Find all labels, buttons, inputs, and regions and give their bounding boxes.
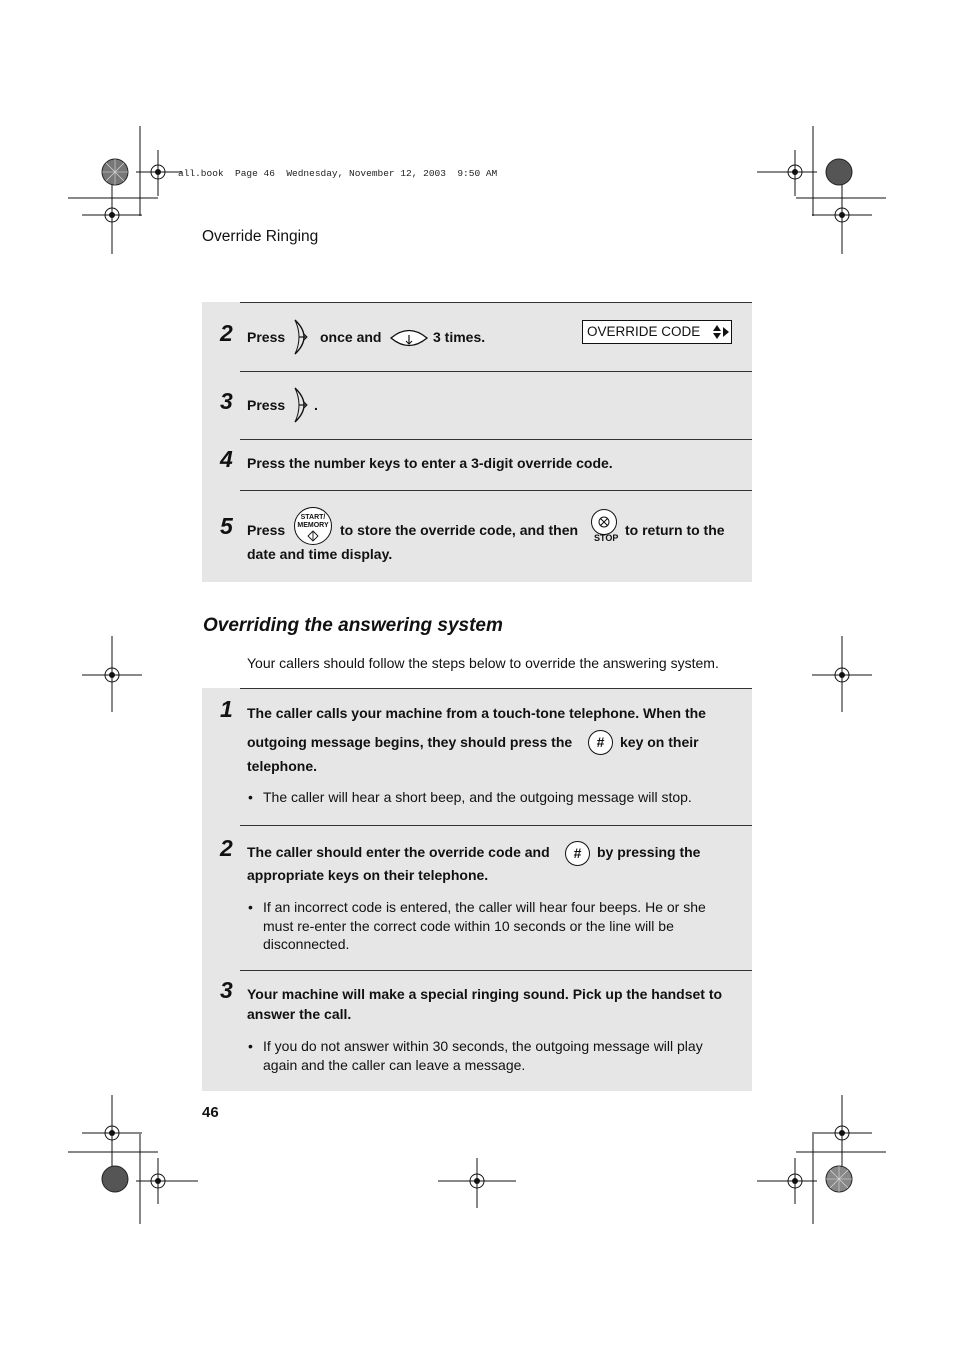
down-arrow-key-icon [389, 327, 429, 349]
step-text: answer the call. [247, 1006, 352, 1022]
step-number: 3 [220, 388, 233, 414]
memory-key-label: MEMORY [297, 522, 329, 529]
stop-symbol-icon [598, 516, 610, 528]
start-memory-key-icon [294, 507, 332, 545]
running-title: Override Ringing [202, 228, 319, 245]
step-divider [240, 825, 752, 826]
lcd-display [582, 320, 732, 344]
scroll-arrows-icon [711, 322, 731, 342]
step-divider [240, 970, 752, 971]
bullet-text: again and the caller can leave a message. [263, 1057, 526, 1073]
section-heading: Overriding the answering system [203, 615, 503, 636]
bullet-text: disconnected. [263, 936, 350, 952]
step-text: Press the number keys to enter a 3-digit override code. [247, 455, 613, 471]
step-text: to store the override code, and then [340, 522, 579, 538]
start-diamond-icon [308, 531, 318, 541]
step-divider [240, 371, 752, 372]
step-text: by pressing the [597, 844, 701, 860]
step-divider [240, 490, 752, 491]
step-text: outgoing message begins, they should press the [247, 734, 573, 750]
hash-key-label: # [596, 734, 605, 750]
step-text: 3 times. [433, 329, 486, 345]
step-number: 5 [220, 513, 233, 539]
start-key-label: START/ [300, 514, 326, 521]
stop-key-label: STOP [594, 533, 619, 543]
step-text: date and time display. [247, 546, 393, 562]
bullet-text: The caller will hear a short beep, and the outgoing message will stop. [263, 789, 692, 805]
bullet-text: If an incorrect code is entered, the caller will hear four beeps. He or she [263, 899, 706, 915]
step-text: The caller calls your machine from a touch-tone telephone. When the [247, 705, 706, 721]
hash-key-label: # [573, 845, 582, 861]
stop-key-icon [591, 509, 617, 535]
step-text: Press [247, 329, 286, 345]
hash-key-icon [588, 730, 613, 755]
display-text: OVERRIDE CODE [587, 324, 701, 339]
step-divider [240, 439, 752, 440]
step-text: Press [247, 522, 286, 538]
step-divider [240, 302, 752, 303]
bullet-text: must re-enter the correct code within 10 seconds or the line will be [263, 918, 674, 934]
hash-key-icon [565, 841, 590, 866]
step-text: once and [320, 329, 382, 345]
step-text: The caller should enter the override code and [247, 844, 550, 860]
section-intro: Your callers should follow the steps below to override the answering system. [247, 655, 719, 671]
step-number: 3 [220, 977, 233, 1003]
right-arrow-key-icon [291, 386, 315, 424]
right-arrow-key-icon [291, 318, 315, 356]
page-number: 46 [202, 1104, 219, 1121]
step-text: telephone. [247, 758, 318, 774]
step-number: 2 [220, 320, 233, 346]
step-number: 4 [220, 446, 233, 472]
step-text: . [314, 397, 318, 413]
step-text: key on their [620, 734, 699, 750]
bullet: • [248, 1038, 253, 1054]
bullet-text: If you do not answer within 30 seconds, the outgoing message will play [263, 1038, 703, 1054]
step-number: 1 [220, 696, 233, 722]
step-text: to return to the [625, 522, 725, 538]
step-text: Your machine will make a special ringing sound. Pick up the handset to [247, 986, 723, 1002]
print-header: all.book Page 46 Wednesday, November 12, 2003 9:50 AM [178, 168, 498, 179]
bullet: • [248, 899, 253, 915]
bullet: • [248, 789, 253, 805]
step-text: Press [247, 397, 286, 413]
step-number: 2 [220, 835, 233, 861]
step-divider [240, 688, 752, 689]
step-text: appropriate keys on their telephone. [247, 867, 489, 883]
